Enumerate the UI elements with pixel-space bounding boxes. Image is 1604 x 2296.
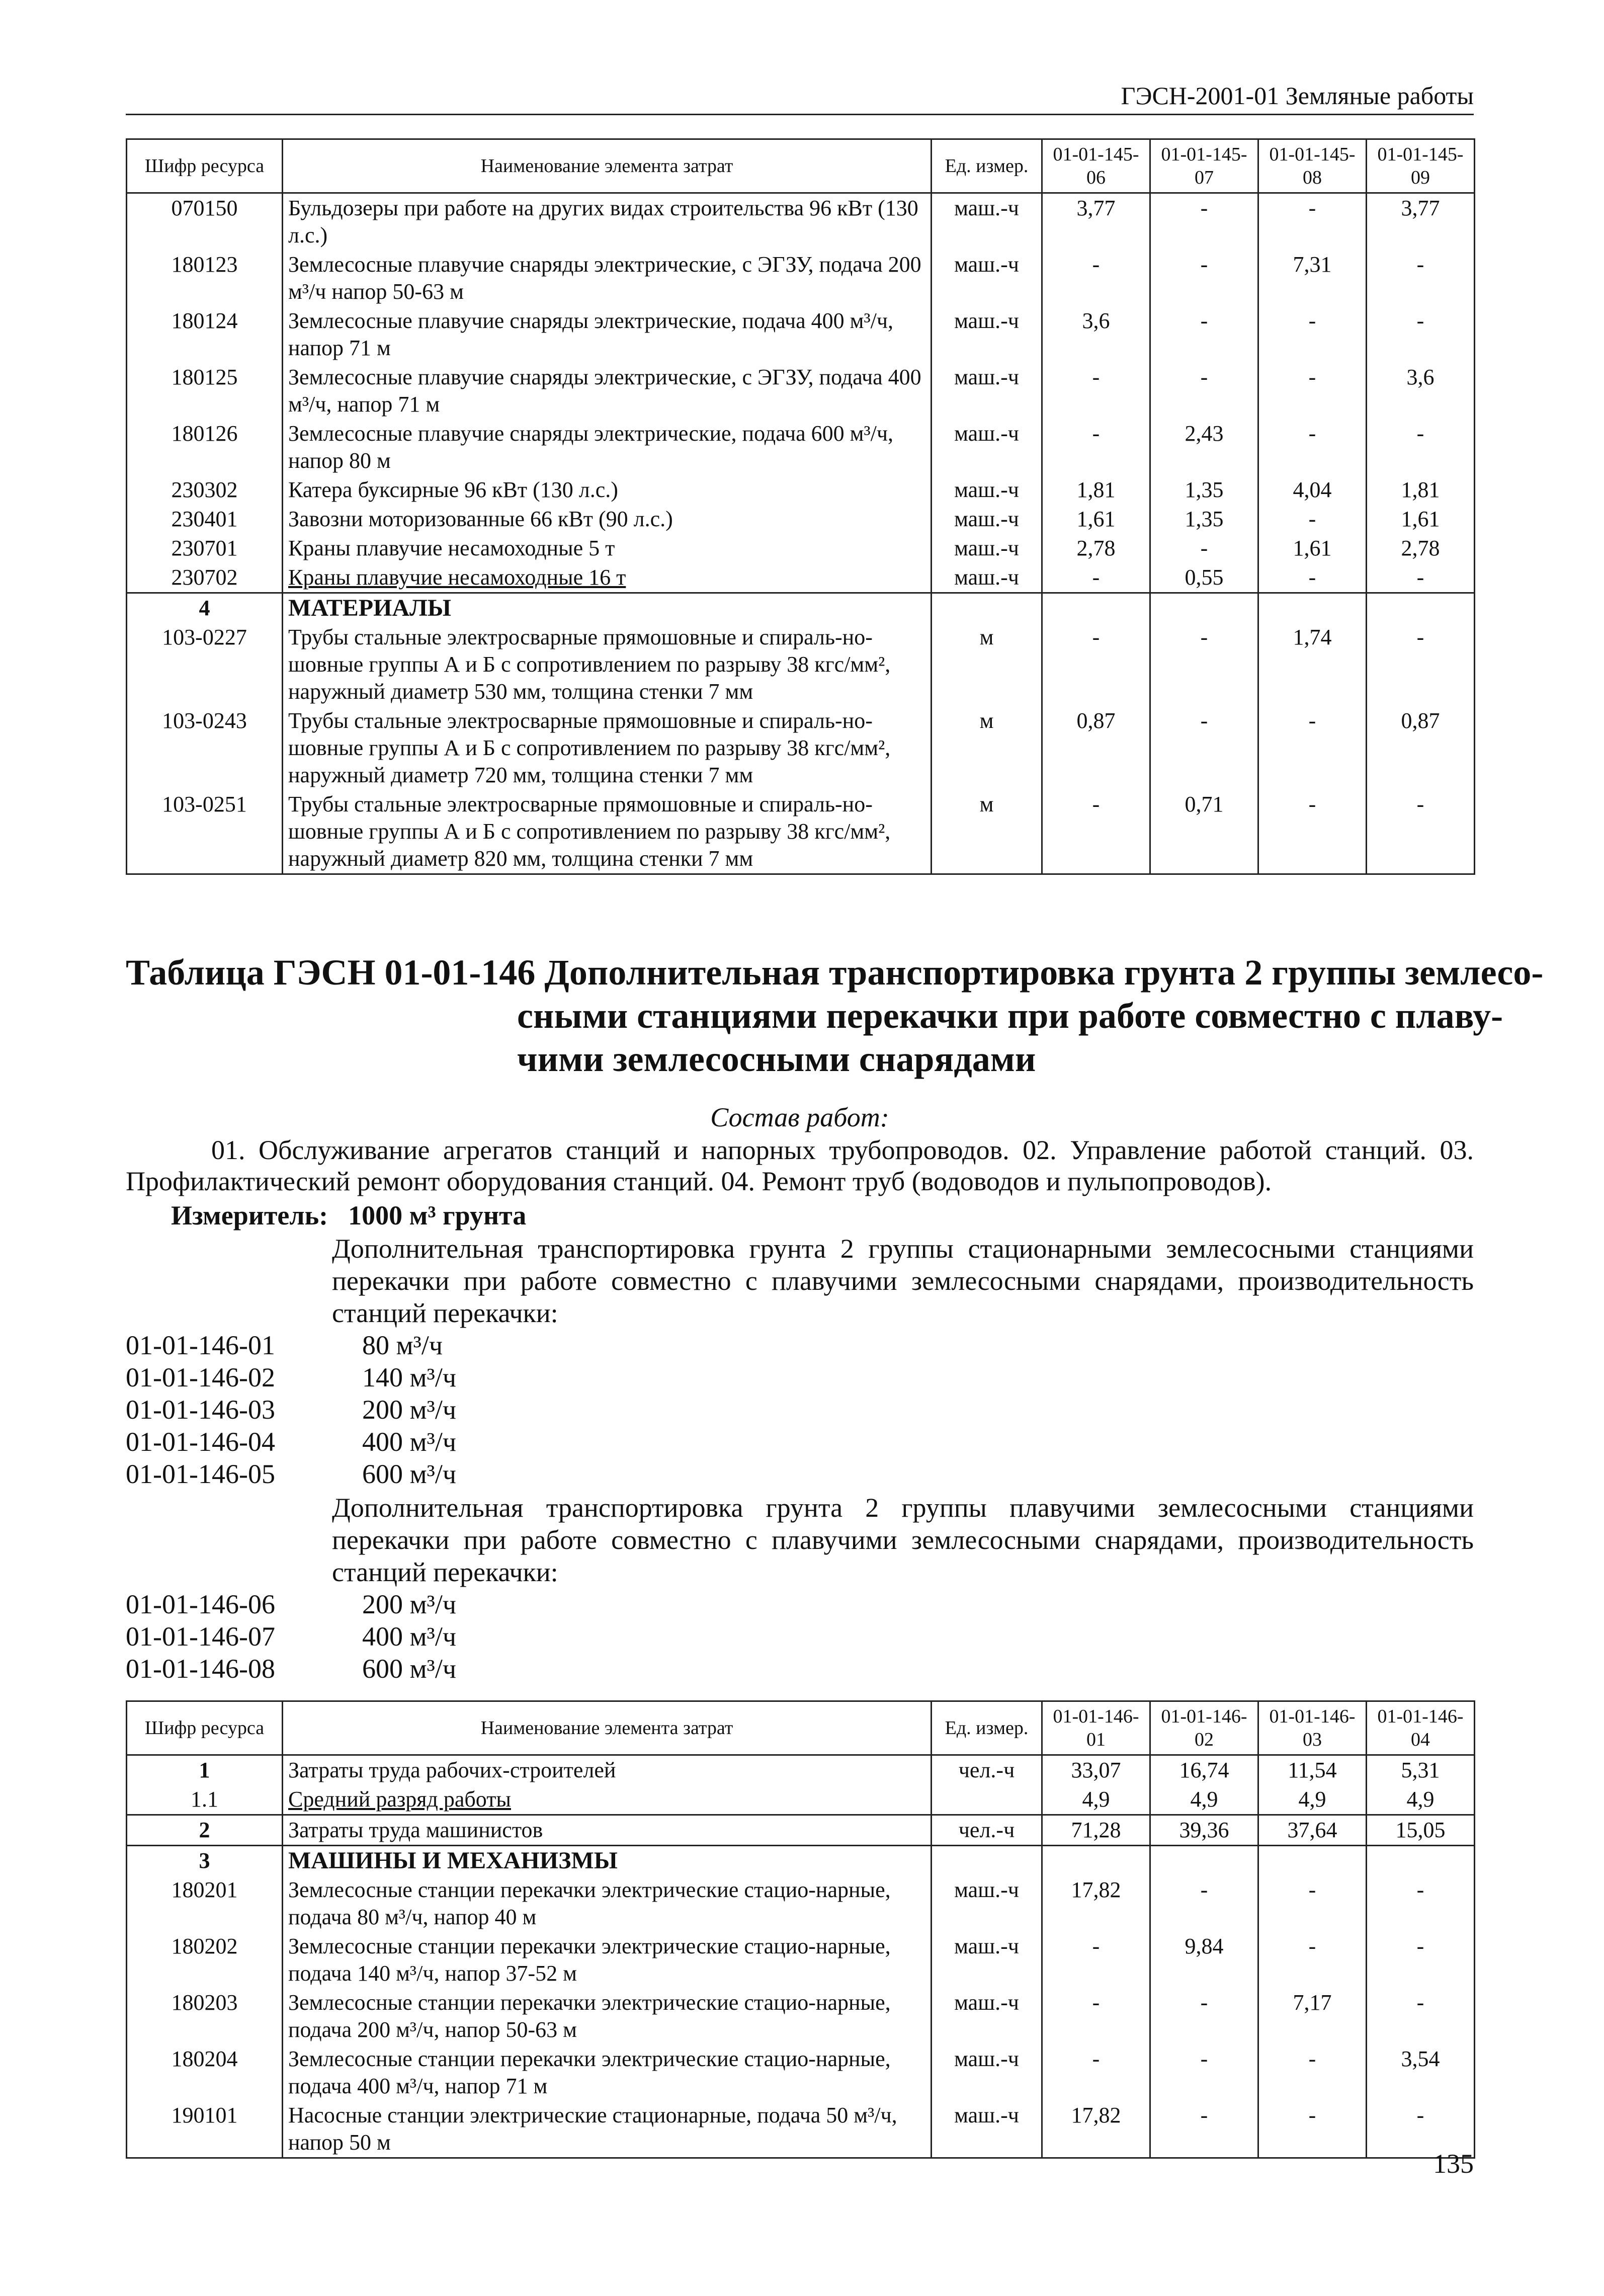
section-code: 4 <box>127 593 283 623</box>
resource-unit: чел.-ч <box>932 1755 1042 1785</box>
resource-value: - <box>1042 790 1150 874</box>
resource-value: 16,74 <box>1150 1755 1258 1785</box>
list-item <box>126 1653 456 1685</box>
resource-code: 180126 <box>127 419 283 475</box>
resource-value: - <box>1258 505 1367 534</box>
section-title: МАШИНЫ И МЕХАНИЗМЫ <box>283 1846 932 1876</box>
resource-name: Краны плавучие несамоходные 5 т <box>283 534 932 563</box>
table-row <box>127 706 1475 790</box>
resource-value: - <box>1367 1988 1475 2044</box>
resource-unit: м <box>932 706 1042 790</box>
norm-value: 80 м³/ч <box>362 1330 443 1360</box>
resource-value: - <box>1150 2044 1258 2101</box>
resource-code: 070150 <box>127 193 283 251</box>
norm-code: 01-01-146-04 <box>126 1427 275 1457</box>
resource-unit: маш.-ч <box>932 505 1042 534</box>
resource-value: 0,87 <box>1042 706 1150 790</box>
resource-value: 4,9 <box>1042 1785 1150 1815</box>
norm-value: 200 м³/ч <box>362 1589 457 1619</box>
resource-value: - <box>1367 563 1475 593</box>
section-row <box>127 593 1475 623</box>
table-row <box>127 1785 1475 1815</box>
table-title <box>126 951 1544 1081</box>
table-row <box>127 563 1475 593</box>
resource-value: 17,82 <box>1042 2101 1150 2158</box>
resource-name: Землесосные станции перекачки электрические стацио-нарные, подача 140 м³/ч, напор 37-52 м <box>283 1932 932 1988</box>
resource-value: 0,87 <box>1367 706 1475 790</box>
resource-code: 1 <box>127 1755 283 1785</box>
norm-code: 01-01-146-07 <box>126 1621 275 1652</box>
resource-value: - <box>1258 2044 1367 2101</box>
norm-code: 01-01-146-02 <box>126 1362 275 1392</box>
resource-name: Землесосные плавучие снаряды электрические, подача 400 м³/ч, напор 71 м <box>283 306 932 363</box>
resource-code: 180123 <box>127 250 283 306</box>
resource-value: - <box>1367 623 1475 706</box>
resource-name: Краны плавучие несамоходные 16 т <box>283 563 932 593</box>
resource-value: 7,31 <box>1258 250 1367 306</box>
table-row <box>127 193 1475 251</box>
table-row <box>127 1988 1475 2044</box>
resource-code: 180204 <box>127 2044 283 2101</box>
list-item <box>126 1588 456 1620</box>
resource-value: 3,6 <box>1367 363 1475 419</box>
resource-value: - <box>1367 2101 1475 2158</box>
resource-unit: м <box>932 623 1042 706</box>
resource-name: Землесосные станции перекачки электрические стацио-нарные, подача 400 м³/ч, напор 71 м <box>283 2044 932 2101</box>
header-col: 01-01-146-01 <box>1042 1701 1150 1755</box>
header-col: 01-01-146-04 <box>1367 1701 1475 1755</box>
table-row <box>127 475 1475 505</box>
resource-unit: маш.-ч <box>932 1932 1042 1988</box>
resource-name: Катера буксирные 96 кВт (130 л.с.) <box>283 475 932 505</box>
resource-value: - <box>1150 250 1258 306</box>
norm-code-list <box>126 1329 456 1490</box>
resource-value: - <box>1150 706 1258 790</box>
resource-unit <box>932 1785 1042 1815</box>
norm-value: 400 м³/ч <box>362 1427 457 1457</box>
resource-value: - <box>1258 790 1367 874</box>
resource-name: Завозни моторизованные 66 кВт (90 л.с.) <box>283 505 932 534</box>
resource-code: 230302 <box>127 475 283 505</box>
resource-value: - <box>1042 419 1150 475</box>
header-unit: Ед. измер. <box>932 1701 1042 1755</box>
list-item <box>126 1458 456 1490</box>
measure-value: 1000 м³ грунта <box>348 1200 527 1231</box>
resource-code: 103-0227 <box>127 623 283 706</box>
resource-value: 4,9 <box>1150 1785 1258 1815</box>
resource-value: - <box>1042 623 1150 706</box>
resource-value: 3,6 <box>1042 306 1150 363</box>
resource-unit: чел.-ч <box>932 1815 1042 1846</box>
resource-value: - <box>1042 363 1150 419</box>
norm-code: 01-01-146-08 <box>126 1654 275 1684</box>
list-item <box>126 1620 456 1653</box>
group-description: Дополнительная транспортировка грунта 2 группы стационарными землесосными станциями перекачки при работе совместно с плавучими землесосными снарядами, производительность станций перекачки: <box>332 1234 1474 1328</box>
norm-value: 400 м³/ч <box>362 1621 457 1652</box>
norm-code: 01-01-146-01 <box>126 1330 275 1360</box>
resource-value: 1,81 <box>1042 475 1150 505</box>
composition-title: Состав работ: <box>710 1102 889 1132</box>
resource-unit: м <box>932 790 1042 874</box>
header-unit: Ед. измер. <box>932 139 1042 193</box>
resource-value: 0,71 <box>1150 790 1258 874</box>
norm-value: 140 м³/ч <box>362 1362 457 1392</box>
resource-value: 1,61 <box>1258 534 1367 563</box>
resource-value: 4,04 <box>1258 475 1367 505</box>
resource-value: 5,31 <box>1367 1755 1475 1785</box>
norm-value: 200 м³/ч <box>362 1395 457 1425</box>
resource-code: 230701 <box>127 534 283 563</box>
resource-unit: маш.-ч <box>932 1988 1042 2044</box>
resource-value: 2,43 <box>1150 419 1258 475</box>
resource-value: - <box>1258 363 1367 419</box>
resource-name: Землесосные станции перекачки электрические стацио-нарные, подача 200 м³/ч, напор 50-63 м <box>283 1988 932 2044</box>
table-row <box>127 1755 1475 1785</box>
running-header: ГЭСН-2001-01 Земляные работы <box>126 80 1474 115</box>
resource-value: - <box>1258 706 1367 790</box>
resource-value: 1,61 <box>1367 505 1475 534</box>
resource-value: - <box>1258 2101 1367 2158</box>
section-code: 3 <box>127 1846 283 1876</box>
table-row <box>127 363 1475 419</box>
list-item <box>126 1393 456 1426</box>
resource-value: - <box>1258 1932 1367 1988</box>
resource-value: 3,77 <box>1042 193 1150 251</box>
resource-value: - <box>1367 306 1475 363</box>
resource-value: 3,77 <box>1367 193 1475 251</box>
resource-name: Землесосные плавучие снаряды электрические, с ЭГЗУ, подача 200 м³/ч напор 50-63 м <box>283 250 932 306</box>
resource-name: Землесосные плавучие снаряды электрические, с ЭГЗУ, подача 400 м³/ч, напор 71 м <box>283 363 932 419</box>
group-description: Дополнительная транспортировка грунта 2 группы плавучими землесосными станциями перекачки при работе совместно с плавучими землесосными снарядами, производительность станций перекачки: <box>332 1493 1474 1587</box>
list-item <box>126 1361 456 1393</box>
resource-value: 1,61 <box>1042 505 1150 534</box>
resource-value: - <box>1258 419 1367 475</box>
resource-name: Затраты труда машинистов <box>283 1815 932 1846</box>
table-header-row <box>127 1701 1475 1755</box>
resource-value: - <box>1150 534 1258 563</box>
table-row <box>127 306 1475 363</box>
resource-name: Бульдозеры при работе на других видах строительства 96 кВт (130 л.с.) <box>283 193 932 251</box>
table-row <box>127 250 1475 306</box>
measure-line <box>171 1200 526 1231</box>
resource-value: - <box>1150 193 1258 251</box>
resource-value: 17,82 <box>1042 1875 1150 1932</box>
norm-value: 600 м³/ч <box>362 1459 457 1489</box>
norm-code: 01-01-146-03 <box>126 1395 275 1425</box>
resource-code: 2 <box>127 1815 283 1846</box>
header-name: Наименование элемента затрат <box>283 1701 932 1755</box>
norm-value: 600 м³/ч <box>362 1654 457 1684</box>
header-code: Шифр ресурса <box>127 139 283 193</box>
resource-value: 2,78 <box>1367 534 1475 563</box>
resource-code: 190101 <box>127 2101 283 2158</box>
resource-unit: маш.-ч <box>932 2044 1042 2101</box>
resource-value: 4,9 <box>1367 1785 1475 1815</box>
resource-table-146 <box>126 1700 1475 2159</box>
resource-code: 180203 <box>127 1988 283 2044</box>
resource-value: 3,54 <box>1367 2044 1475 2101</box>
resource-code: 180124 <box>127 306 283 363</box>
resource-name: Средний разряд работы <box>283 1785 932 1815</box>
resource-value: - <box>1367 1875 1475 1932</box>
resource-value: 9,84 <box>1150 1932 1258 1988</box>
norm-code: 01-01-146-06 <box>126 1589 275 1619</box>
resource-value: 1,74 <box>1258 623 1367 706</box>
resource-code: 180201 <box>127 1875 283 1932</box>
table-row <box>127 505 1475 534</box>
composition-text: 01. Обслуживание агрегатов станций и напорных трубопроводов. 02. Управление работой станций. 03. Профилактический ремонт оборудования станций. 04. Ремонт труб (водоводов и пульпопроводов). <box>126 1135 1474 1196</box>
resource-value: - <box>1367 419 1475 475</box>
resource-unit: маш.-ч <box>932 1875 1042 1932</box>
table-title-line: сными станциями перекачки при работе совместно с плаву- <box>517 996 1503 1036</box>
resource-name: Землесосные станции перекачки электрические стацио-нарные, подача 80 м³/ч, напор 40 м <box>283 1875 932 1932</box>
resource-code: 103-0243 <box>127 706 283 790</box>
resource-name: Трубы стальные электросварные прямошовные и спираль-но-шовные группы А и Б с сопротивлением по разрыву 38 кгс/мм², наружный диаметр 720 мм, толщина стенки 7 мм <box>283 706 932 790</box>
resource-value: - <box>1367 250 1475 306</box>
resource-unit: маш.-ч <box>932 306 1042 363</box>
header-col: 01-01-145-08 <box>1258 139 1367 193</box>
resource-value: 1,35 <box>1150 505 1258 534</box>
resource-value: 33,07 <box>1042 1755 1150 1785</box>
norm-code: 01-01-146-05 <box>126 1459 275 1489</box>
header-col: 01-01-145-06 <box>1042 139 1150 193</box>
resource-value: - <box>1258 193 1367 251</box>
resource-value: - <box>1042 2044 1150 2101</box>
section-row <box>127 1846 1475 1876</box>
table-row <box>127 1932 1475 1988</box>
table-row <box>127 534 1475 563</box>
resource-code: 180125 <box>127 363 283 419</box>
resource-name: Затраты труда рабочих-строителей <box>283 1755 932 1785</box>
resource-value: 71,28 <box>1042 1815 1150 1846</box>
resource-value: 4,9 <box>1258 1785 1367 1815</box>
resource-value: - <box>1150 1875 1258 1932</box>
header-col: 01-01-146-03 <box>1258 1701 1367 1755</box>
resource-value: - <box>1367 1932 1475 1988</box>
resource-value: - <box>1042 563 1150 593</box>
section-title: МАТЕРИАЛЫ <box>283 593 932 623</box>
resource-value: - <box>1150 623 1258 706</box>
resource-value: 1,81 <box>1367 475 1475 505</box>
resource-code: 103-0251 <box>127 790 283 874</box>
resource-value: - <box>1258 306 1367 363</box>
resource-code: 230702 <box>127 563 283 593</box>
resource-name: Землесосные плавучие снаряды электрические, подача 600 м³/ч, напор 80 м <box>283 419 932 475</box>
resource-value: - <box>1258 1875 1367 1932</box>
resource-value: 7,17 <box>1258 1988 1367 2044</box>
resource-unit: маш.-ч <box>932 363 1042 419</box>
table-row <box>127 790 1475 874</box>
resource-value: - <box>1258 563 1367 593</box>
table-row <box>127 1815 1475 1846</box>
table-header-row <box>127 139 1475 193</box>
resource-unit: маш.-ч <box>932 250 1042 306</box>
table-title-line: чими землесосными снарядами <box>517 1039 1036 1079</box>
header-col: 01-01-145-09 <box>1367 139 1475 193</box>
resource-value: - <box>1150 363 1258 419</box>
header-col: 01-01-146-02 <box>1150 1701 1258 1755</box>
resource-value: - <box>1042 1988 1150 2044</box>
table-row <box>127 2044 1475 2101</box>
resource-value: - <box>1367 790 1475 874</box>
table-title-line: Таблица ГЭСН 01-01-146 Дополнительная транспортировка грунта 2 группы землесо- <box>126 952 1544 993</box>
list-item <box>126 1426 456 1458</box>
resource-unit: маш.-ч <box>932 193 1042 251</box>
resource-value: 11,54 <box>1258 1755 1367 1785</box>
resource-code: 1.1 <box>127 1785 283 1815</box>
resource-value: 1,35 <box>1150 475 1258 505</box>
table-row <box>127 2101 1475 2158</box>
header-col: 01-01-145-07 <box>1150 139 1258 193</box>
table-row <box>127 623 1475 706</box>
resource-name: Трубы стальные электросварные прямошовные и спираль-но-шовные группы А и Б с сопротивлением по разрыву 38 кгс/мм², наружный диаметр 820 мм, толщина стенки 7 мм <box>283 790 932 874</box>
resource-table-145 <box>126 138 1475 875</box>
resource-value: - <box>1150 306 1258 363</box>
resource-code: 180202 <box>127 1932 283 1988</box>
resource-value: 39,36 <box>1150 1815 1258 1846</box>
page-number: 135 <box>1433 2149 1474 2179</box>
resource-name: Трубы стальные электросварные прямошовные и спираль-но-шовные группы А и Б с сопротивлением по разрыву 38 кгс/мм², наружный диаметр 530 мм, толщина стенки 7 мм <box>283 623 932 706</box>
resource-value: 37,64 <box>1258 1815 1367 1846</box>
resource-value: 2,78 <box>1042 534 1150 563</box>
resource-unit: маш.-ч <box>932 475 1042 505</box>
measure-label: Измеритель: <box>171 1200 328 1231</box>
list-item <box>126 1329 456 1361</box>
resource-value: - <box>1042 1932 1150 1988</box>
resource-name: Насосные станции электрические стационарные, подача 50 м³/ч, напор 50 м <box>283 2101 932 2158</box>
resource-unit: маш.-ч <box>932 419 1042 475</box>
resource-value: 15,05 <box>1367 1815 1475 1846</box>
table-row <box>127 1875 1475 1932</box>
header-name: Наименование элемента затрат <box>283 139 932 193</box>
resource-value: - <box>1150 2101 1258 2158</box>
norm-code-list <box>126 1588 456 1685</box>
resource-unit: маш.-ч <box>932 563 1042 593</box>
table-row <box>127 419 1475 475</box>
resource-value: - <box>1042 250 1150 306</box>
resource-unit: маш.-ч <box>932 534 1042 563</box>
header-code: Шифр ресурса <box>127 1701 283 1755</box>
resource-code: 230401 <box>127 505 283 534</box>
resource-value: 0,55 <box>1150 563 1258 593</box>
resource-unit: маш.-ч <box>932 2101 1042 2158</box>
resource-value: - <box>1150 1988 1258 2044</box>
